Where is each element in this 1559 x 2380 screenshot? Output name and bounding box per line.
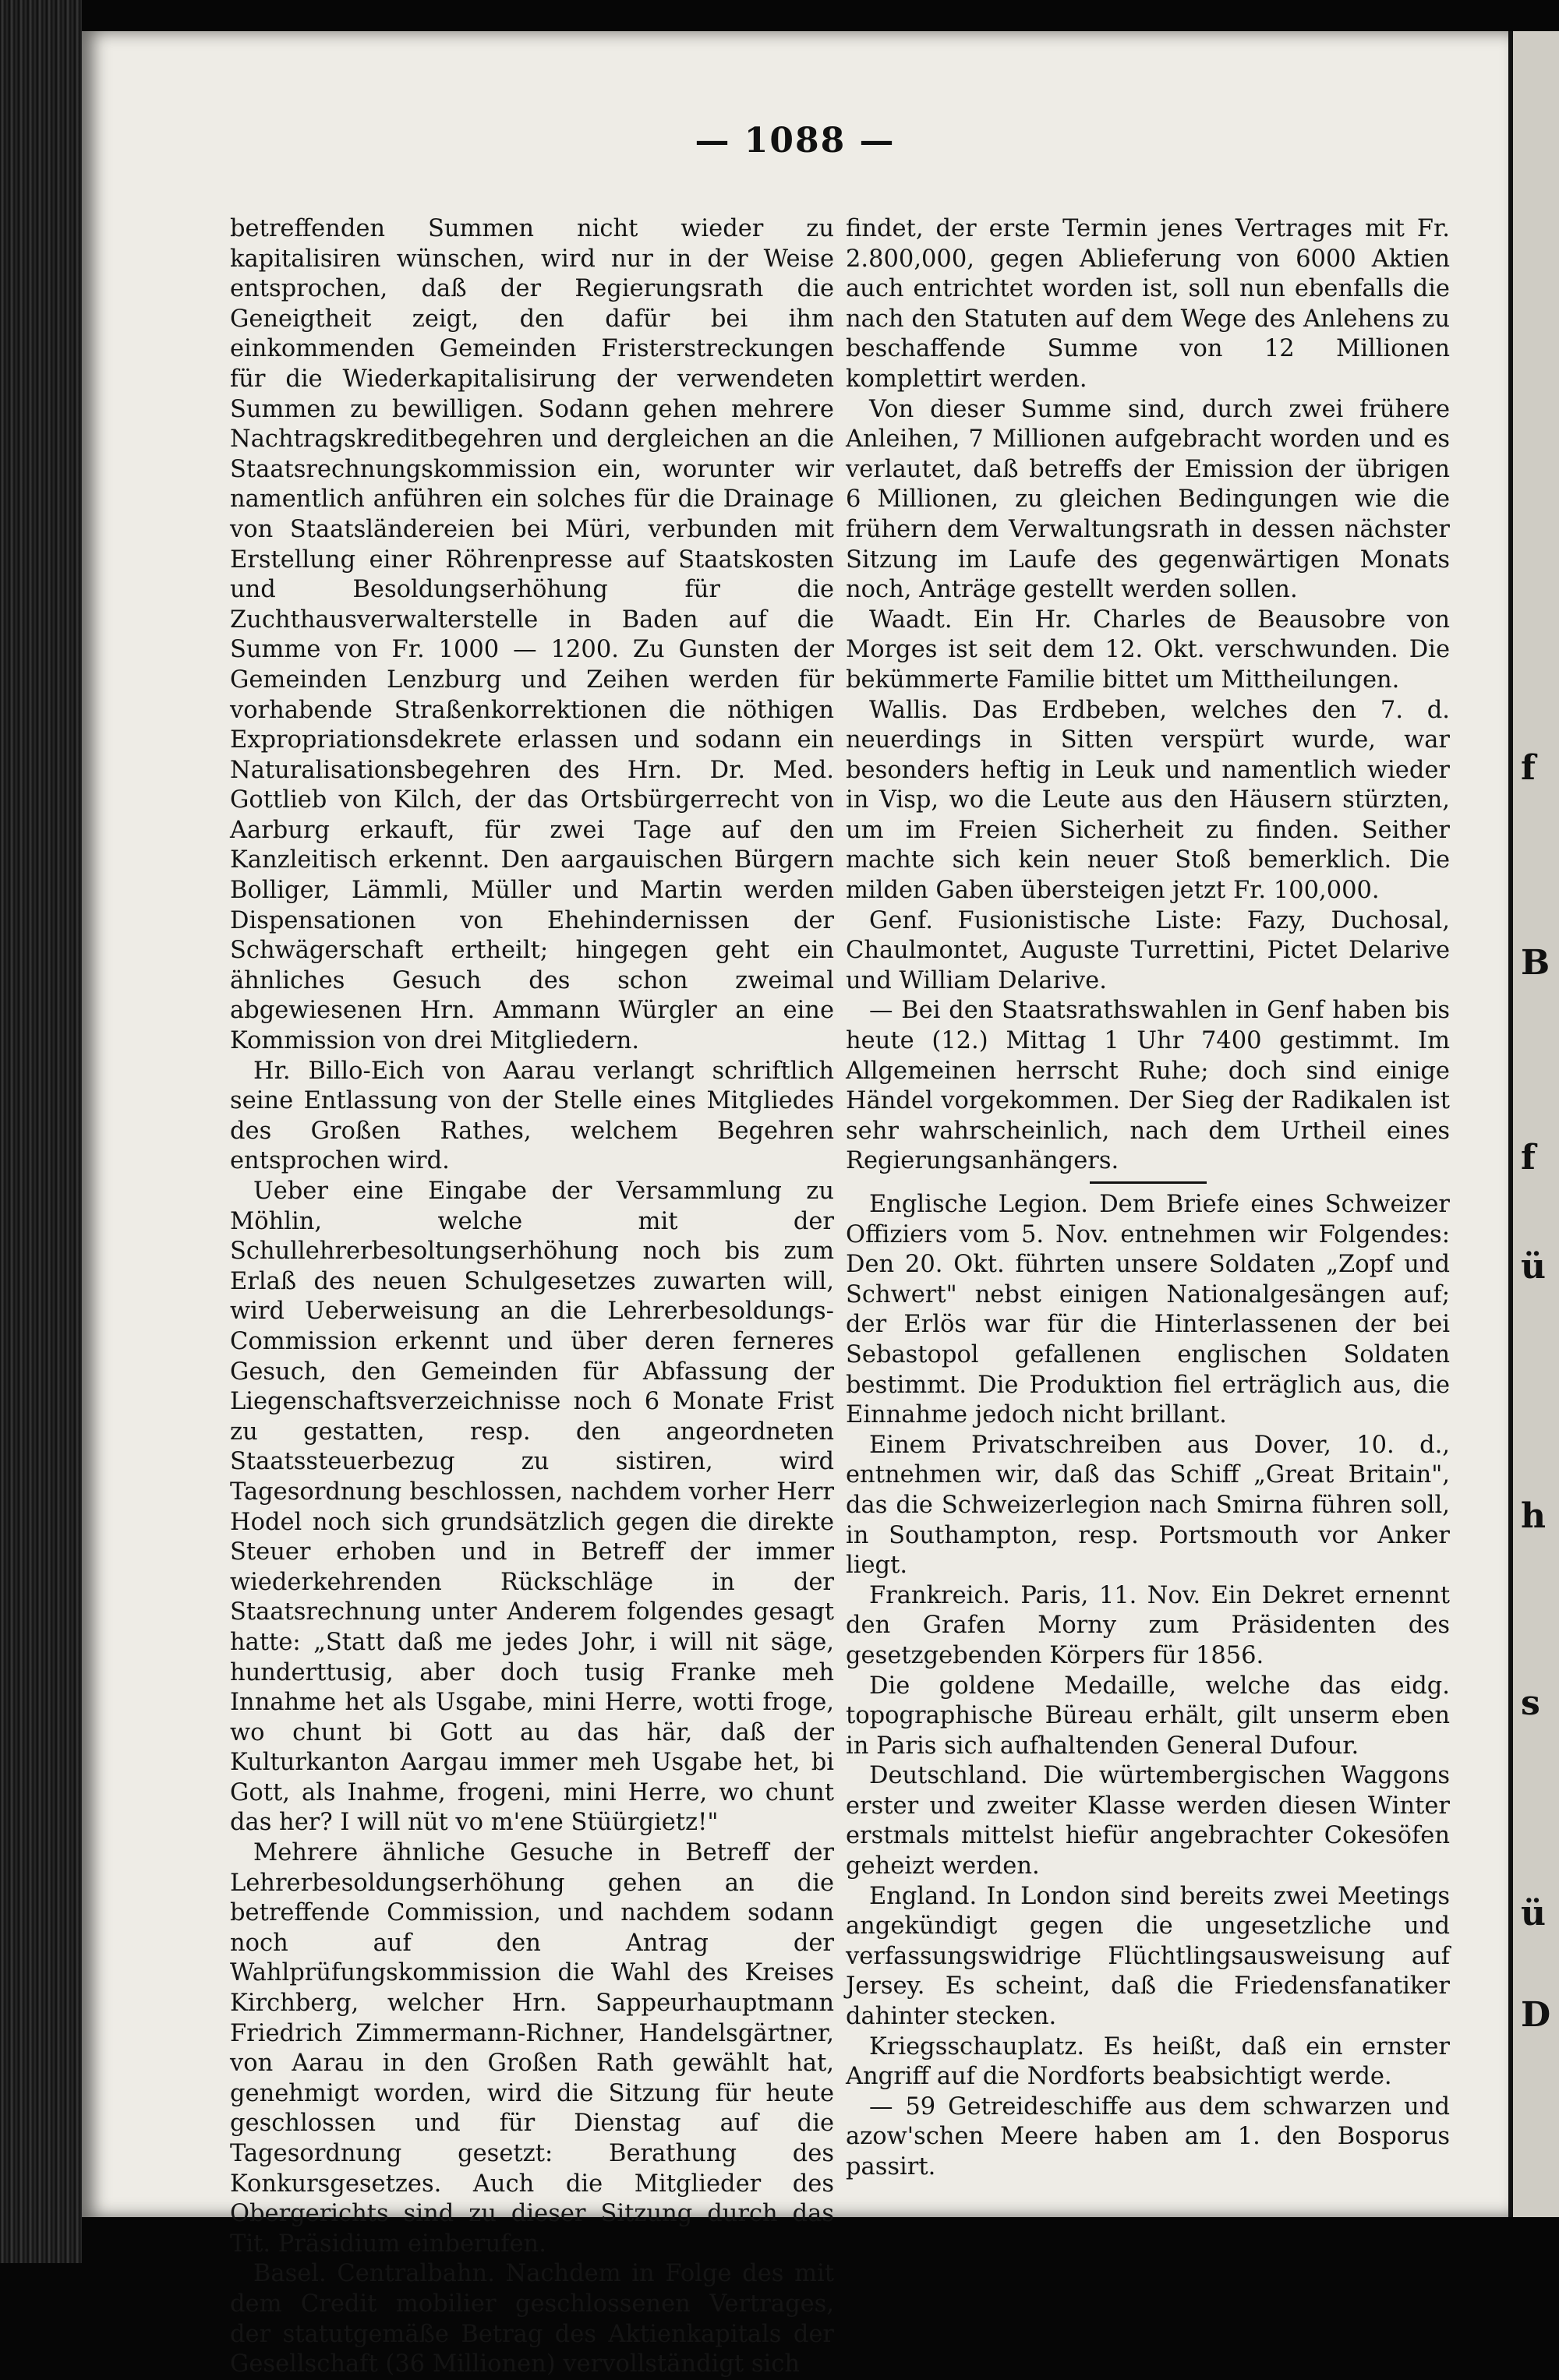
edge-glyph: D <box>1521 1995 1551 2035</box>
paragraph-l4: Mehrere ähnliche Gesuche in Betreff der Lehrerbesoldungserhöhung gehen an die betreffende Commission, und nachdem sodann noch auf den Antrag der Wahlprüfungskommission die Wahl des Kreises Kirchberg, welcher Hrn. Sappeurhauptmann Friedrich Zimmermann-Richner, Handelsgärtner, von Aarau in den Großen Rath gewählt hat, genehmigt worden, wird die Sitzung für heute geschlossen und für Dienstag auf die Tagesordnung gesetzt: Berathung des Konkursgesetzes. Auch die Mitglieder des Obergerichts sind zu dieser Sitzung durch das Tit. Präsidium einberufen. <box>230 1839 834 2258</box>
edge-glyph: f <box>1521 1138 1536 1178</box>
edge-glyph: f <box>1521 748 1536 788</box>
paragraph-r4: Wallis. Das Erdbeben, welches den 7. d. neuerdings in Sitten verspürt wurde, war besonders heftig in Leuk und namentlich wieder in Visp, wo die Leute aus den Häusern stürzten, um im Freien Sicherheit zu finden. Seither machte sich kein neuer Stoß bemerklich. Die milden Gaben übersteigen jetzt Fr. 100,000. <box>846 696 1450 905</box>
edge-glyph: ü <box>1521 1894 1546 1933</box>
paragraph-r11: Deutschland. Die würtembergischen Waggons erster und zweiter Klasse werden diesen Winter erstmals mittelst hiefür angebrachter Cokesöfen geheizt werden. <box>846 1762 1450 1880</box>
edge-glyph: ü <box>1521 1247 1546 1287</box>
right-column <box>846 214 1450 2183</box>
paragraph-r1: findet, der erste Termin jenes Vertrages mit Fr. 2.800,000, gegen Ablieferung von 6000 Aktien auch entrichtet worden ist, soll nun ebenfalls die nach den Statuten auf dem Wege des Anlehens zu beschaffende Summe von 12 Millionen komplettirt werden. <box>846 215 1450 393</box>
paragraph-r10: Die goldene Medaille, welche das eidg. topographische Büreau erhält, gilt unserm eben in Paris sich aufhaltenden General Dufour. <box>846 1672 1450 1760</box>
paragraph-r3: Waadt. Ein Hr. Charles de Beausobre von Morges ist seit dem 12. Okt. verschwunden. Die bekümmerte Familie bittet um Mittheilungen. <box>846 606 1450 694</box>
edge-glyph: h <box>1521 1496 1546 1536</box>
paragraph-l3: Ueber eine Eingabe der Versammlung zu Möhlin, welche mit der Schullehrerbesoltungserhöhung noch bis zum Erlaß des neuen Schulgesetzes zuwarten will, wird Ueberweisung an die Lehrerbesoldungs-Commission erkennt und über deren ferneres Gesuch, den Gemeinden für Abfassung der Liegenschaftsverzeichnisse noch 6 Monate Frist zu gestatten, resp. den angeordneten Staatssteuerbezug zu sistiren, wird Tagesordnung beschlossen, nachdem vorher Herr Hodel noch sich grundsätzlich gegen die direkte Steuer erhoben und in Betreff der immer wiederkehrenden Rückschläge in der Staatsrechnung unter Anderem folgendes gesagt hatte: „Statt daß me jedes Johr, i will nit säge, hunderttusig, aber doch tusig Franke meh Innahme het als Usgabe, mini Herre, wotti froge, wo chunt bi Gott au das här, daß der Kulturkanton Aargau immer meh Usgabe het, bi Gott, als Inahme, frogeni, mini Herre, wo chunt das her? I will nüt vo m'ene Stüürgietz!" <box>230 1178 834 1837</box>
paragraph-r6: — Bei den Staatsrathswahlen in Genf haben bis heute (12.) Mittag 1 Uhr 7400 gestimmt. Im Allgemeinen herrscht Ruhe; doch sind einige Händel vorgekommen. Der Sieg der Radikalen ist sehr wahrscheinlich, nach dem Urtheil eines Regierungsanhängers. <box>846 997 1450 1175</box>
paragraph-l1: betreffenden Summen nicht wieder zu kapitalisiren wünschen, wird nur in der Weise entsprochen, daß der Regierungsrath die Geneigtheit zeigt, den dafür bei ihm einkommenden Gemeinden Fristerstreckungen für die Wiederkapitalisirung der verwendeten Summen zu bewilligen. Sodann gehen mehrere Nachtragskreditbegehren und dergleichen an die Staatsrechnungskommission ein, worunter wir namentlich anführen ein solches für die Drainage von Staatsländereien bei Müri, verbunden mit Erstellung einer Röhrenpresse auf Staatskosten und Besoldungserhöhung für die Zuchthausverwalterstelle in Baden auf die Summe von Fr. 1000 — 1200. Zu Gunsten der Gemeinden Lenzburg und Zeihen werden für vorhabende Straßenkorrektionen die nöthigen Expropriationsdekrete erlassen und sodann ein Naturalisationsbegehren des Hrn. Dr. Med. Gottlieb von Kilch, der das Ortsbürgerrecht von Aarburg erkauft, für zwei Tage auf den Kanzleitisch erkennt. Den aargauischen Bürgern Bolliger, Lämmli, Müller und Martin werden Dispensationen von Ehehindernissen der Schwägerschaft ertheilt; hingegen geht ein ähnliches Gesuch des schon zweimal abgewiesenen Hrn. Ammann Würgler an eine Kommission von drei Mitgliedern. <box>230 215 834 1055</box>
paragraph-l5: Basel. Centralbahn. Nachdem in Folge des mit dem Credit mobilier geschlossenen Vertrages, der statutgemäße Betrag des Aktienkapitals der Gesellschaft (36 Millionen) vervollständigt sich <box>230 2260 834 2378</box>
paragraph-r5: Genf. Fusionistische Liste: Fazy, Duchosal, Chaulmontet, Auguste Turrettini, Pictet Delarive und William Delarive. <box>846 906 1450 994</box>
paragraph-r14: — 59 Getreideschiffe aus dem schwarzen und azow'schen Meere haben am 1. den Bosporus passirt. <box>846 2092 1450 2180</box>
paragraph-r12: England. In London sind bereits zwei Meetings angekündigt gegen die ungesetzliche und verfassungswidrige Flüchtlingsausweisung auf Jersey. Es scheint, daß die Friedensfanatiker dahinter stecken. <box>846 1882 1450 2031</box>
edge-glyph: B <box>1521 943 1550 983</box>
paragraph-r9: Frankreich. Paris, 11. Nov. Ein Dekret ernennt den Grafen Morny zum Präsidenten des gesetzgebenden Körpers für 1856. <box>846 1581 1450 1669</box>
paragraph-r2: Von dieser Summe sind, durch zwei frühere Anleihen, 7 Millionen aufgebracht worden und es verlautet, daß betreffs der Emission der übrigen 6 Millionen, zu gleichen Bedingungen wie die frühern dem Verwaltungsrath in dessen nächster Sitzung im Laufe des gegenwärtigen Monats noch, Anträge gestellt werden sollen. <box>846 395 1450 604</box>
section-divider <box>1090 1181 1207 1184</box>
paragraph-r13: Kriegsschauplatz. Es heißt, daß ein ernster Angriff auf die Nordforts beabsichtigt werde. <box>846 2032 1450 2091</box>
paragraph-r7: Englische Legion. Dem Briefe eines Schweizer Offiziers vom 5. Nov. entnehmen wir Folgendes: Den 20. Okt. führten unsere Soldaten „Zopf und Schwert" nebst einigen Nationalgesängen auf; der Erlös war für die Hinterlassenen der bei Sebastopol gefallenen englischen Soldaten bestimmt. Die Produktion fiel erträglich aus, die Einnahme jedoch nicht brillant. <box>846 1191 1450 1429</box>
paragraph-l2: Hr. Billo-Eich von Aarau verlangt schriftlich seine Entlassung von der Stelle eines Mitgliedes des Großen Rathes, welchem Begehren entsprochen wird. <box>230 1057 834 1175</box>
edge-glyph: s <box>1521 1683 1540 1723</box>
paragraph-r8: Einem Privatschreiben aus Dover, 10. d., entnehmen wir, daß das Schiff „Great Britain", das die Schweizerlegion nach Smirna führen soll, in Southampton, resp. Portsmouth vor Anker liegt. <box>846 1431 1450 1580</box>
page-number: — 1088 — <box>695 121 896 161</box>
facing-page-edge <box>1508 31 1559 2217</box>
left-column <box>230 214 834 2380</box>
newspaper-page <box>82 31 1508 2378</box>
book-spine <box>0 0 82 2263</box>
